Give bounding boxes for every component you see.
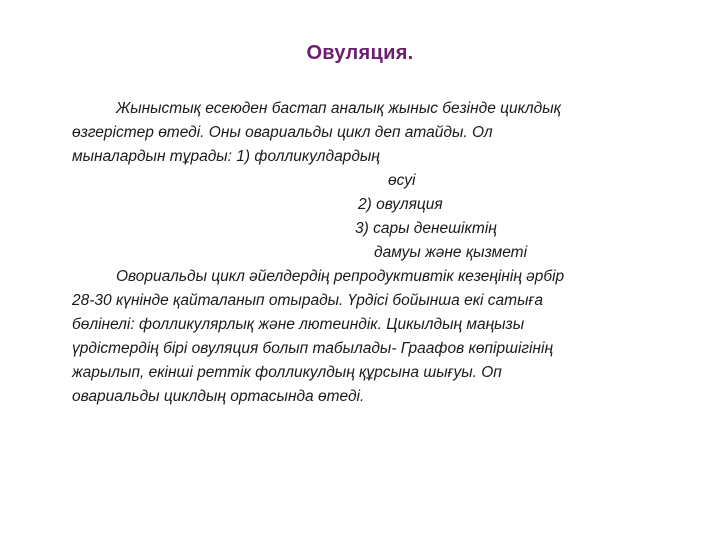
list-item-corpus-luteum-cont: дамуы және қызметі	[374, 244, 528, 261]
slide-title-text: Овуляция.	[306, 42, 414, 64]
body-line: үрдістердің бірі овуляция болып табылады- Граафов көпіршігінің	[72, 340, 553, 357]
body-line: бөлінелі: фолликулярлық және лютеиндік. Цикылдың маңызы	[72, 316, 525, 333]
body-line: өзгерістер өтеді. Оны овариальды цикл деп атайды. Ол	[72, 124, 493, 141]
body-line: Жыныстық есеюден бастап аналық жыныс безінде циклдық	[116, 100, 561, 117]
slide-body	[72, 97, 672, 409]
body-line: мыналардын тұрады: 1) фолликулдардың	[72, 148, 380, 165]
body-line: жарылып, екінші реттік фолликулдың құрсына шығуы. Оп	[72, 364, 502, 381]
list-item-growth: өсуі	[388, 172, 416, 189]
list-item-ovulation: 2) овуляция	[358, 196, 443, 213]
body-line: Овориальды цикл әйелдердің репродуктивтік кезеңінің әрбір	[116, 268, 565, 285]
list-item-corpus-luteum: 3) сары денешіктің	[355, 220, 497, 237]
body-line: 28-30 күнінде қайталанып отырады. Үрдісі бойынша екі сатыға	[72, 292, 543, 309]
body-line: овариальды циклдың ортасында өтеді.	[72, 388, 365, 405]
slide-title	[0, 42, 720, 65]
